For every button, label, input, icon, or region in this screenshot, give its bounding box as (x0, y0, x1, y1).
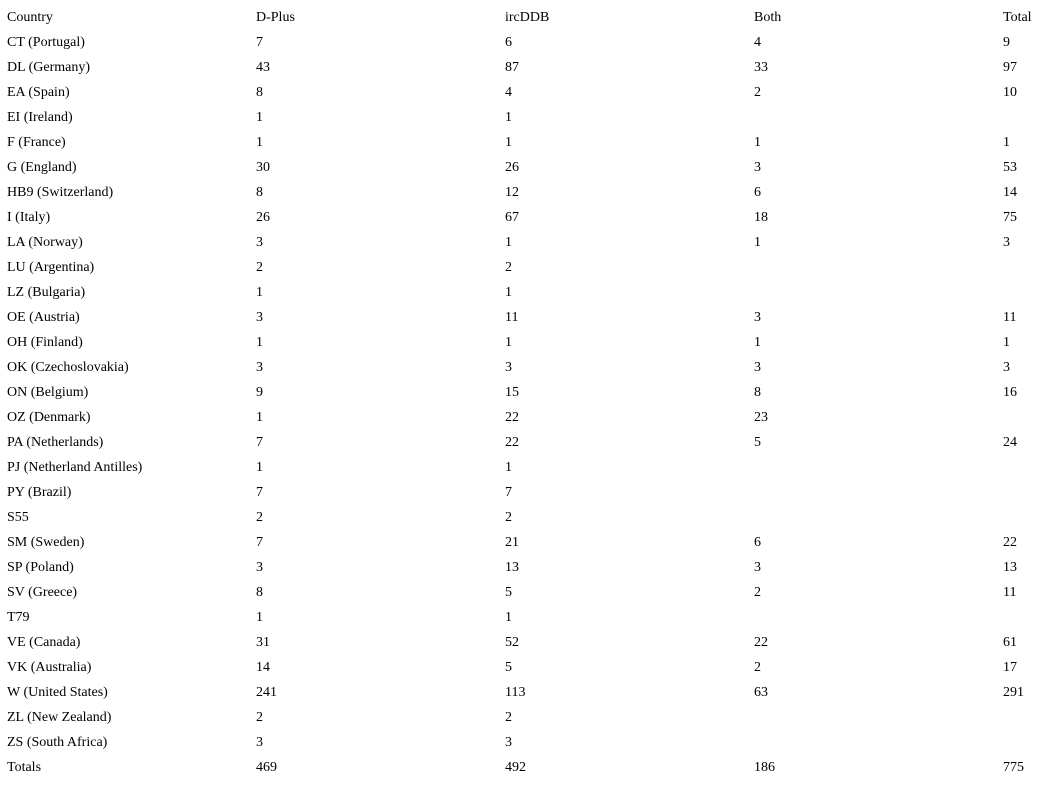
dplus-cell: 2 (256, 710, 263, 725)
total-cell (1003, 105, 1041, 130)
country-cell: F (France) (7, 135, 66, 150)
table-row (7, 180, 1041, 205)
header-dplus: D-Plus (256, 10, 295, 25)
country-cell: I (Italy) (7, 210, 51, 225)
ircddb-cell: 113 (505, 685, 526, 700)
ircddb-cell: 11 (505, 310, 519, 325)
country-stats-table (7, 5, 1041, 780)
dplus-cell: 2 (256, 510, 263, 525)
ircddb-cell: 52 (505, 635, 519, 650)
country-cell: VK (Australia) (7, 660, 92, 675)
both-cell (754, 105, 1003, 130)
total-cell (1003, 480, 1041, 505)
country-cell: PY (Brazil) (7, 485, 72, 500)
total-cell (1003, 705, 1041, 730)
country-cell: S55 (7, 510, 29, 525)
ircddb-cell: 15 (505, 385, 519, 400)
total-cell (1003, 605, 1041, 630)
country-cell: T79 (7, 610, 30, 625)
both-cell (754, 505, 1003, 530)
dplus-cell: 43 (256, 60, 270, 75)
table-row (7, 680, 1041, 705)
both-cell: 3 (754, 310, 761, 325)
totals-total: 775 (1003, 760, 1024, 775)
total-cell (1003, 405, 1041, 430)
dplus-cell: 3 (256, 235, 263, 250)
table-row (7, 530, 1041, 555)
total-cell: 22 (1003, 535, 1017, 550)
both-cell (754, 705, 1003, 730)
country-cell: OH (Finland) (7, 335, 83, 350)
dplus-cell: 7 (256, 485, 263, 500)
ircddb-cell: 2 (505, 260, 512, 275)
dplus-cell: 3 (256, 360, 263, 375)
ircddb-cell: 1 (505, 110, 512, 125)
country-cell: G (England) (7, 160, 77, 175)
country-cell: CT (Portugal) (7, 35, 85, 50)
country-cell: W (United States) (7, 685, 108, 700)
header-row (7, 5, 1041, 30)
totals-both: 186 (754, 760, 775, 775)
dplus-cell: 1 (256, 460, 263, 475)
ircddb-cell: 13 (505, 560, 519, 575)
total-cell: 1 (1003, 135, 1010, 150)
country-cell: SP (Poland) (7, 560, 74, 575)
both-cell (754, 455, 1003, 480)
ircddb-cell: 1 (505, 460, 512, 475)
total-cell: 17 (1003, 660, 1017, 675)
total-cell: 24 (1003, 435, 1017, 450)
total-cell (1003, 255, 1041, 280)
both-cell: 5 (754, 435, 761, 450)
table-row (7, 480, 1041, 505)
dplus-cell: 1 (256, 110, 263, 125)
both-cell: 3 (754, 360, 761, 375)
both-cell: 33 (754, 60, 768, 75)
dplus-cell: 26 (256, 210, 270, 225)
ircddb-cell: 5 (505, 660, 512, 675)
both-cell (754, 480, 1003, 505)
table-row (7, 55, 1041, 80)
total-cell: 16 (1003, 385, 1017, 400)
country-cell: SV (Greece) (7, 585, 78, 600)
dplus-cell: 7 (256, 535, 263, 550)
dplus-cell: 1 (256, 335, 263, 350)
ircddb-cell: 22 (505, 410, 519, 425)
total-cell: 14 (1003, 185, 1017, 200)
dplus-cell: 9 (256, 385, 263, 400)
country-cell: LA (Norway) (7, 235, 83, 250)
ircddb-cell: 26 (505, 160, 519, 175)
dplus-cell: 1 (256, 285, 263, 300)
dplus-cell: 14 (256, 660, 270, 675)
total-cell (1003, 455, 1041, 480)
ircddb-cell: 3 (505, 735, 512, 750)
dplus-cell: 1 (256, 135, 263, 150)
table-row (7, 205, 1041, 230)
totals-row (7, 755, 1041, 780)
dplus-cell: 8 (256, 85, 263, 100)
total-cell: 3 (1003, 360, 1010, 375)
table-row (7, 630, 1041, 655)
country-cell: EA (Spain) (7, 85, 70, 100)
ircddb-cell: 1 (505, 135, 512, 150)
total-cell: 9 (1003, 35, 1010, 50)
both-cell: 18 (754, 210, 768, 225)
country-cell: EI (Ireland) (7, 110, 73, 125)
ircddb-cell: 1 (505, 335, 512, 350)
country-cell: OK (Czechoslovakia) (7, 360, 129, 375)
header-total: Total (1003, 10, 1032, 25)
country-cell: PA (Netherlands) (7, 435, 104, 450)
table-row (7, 705, 1041, 730)
country-cell: SM (Sweden) (7, 535, 85, 550)
dplus-cell: 8 (256, 585, 263, 600)
dplus-cell: 3 (256, 310, 263, 325)
header-both: Both (754, 10, 782, 25)
country-cell: VE (Canada) (7, 635, 81, 650)
table-row (7, 380, 1041, 405)
table-row (7, 155, 1041, 180)
dplus-cell: 8 (256, 185, 263, 200)
table-row (7, 130, 1041, 155)
header-country: Country (7, 10, 53, 25)
dplus-cell: 1 (256, 610, 263, 625)
dplus-cell: 1 (256, 410, 263, 425)
table-row (7, 555, 1041, 580)
table-row (7, 430, 1041, 455)
table-row (7, 405, 1041, 430)
ircddb-cell: 5 (505, 585, 512, 600)
totals-dplus: 469 (256, 760, 277, 775)
total-cell: 1 (1003, 335, 1010, 350)
ircddb-cell: 2 (505, 710, 512, 725)
ircddb-cell: 1 (505, 235, 512, 250)
ircddb-cell: 3 (505, 360, 512, 375)
table-row (7, 605, 1041, 630)
table-row (7, 330, 1041, 355)
totals-label: Totals (7, 760, 42, 775)
country-cell: ON (Belgium) (7, 385, 89, 400)
both-cell: 2 (754, 660, 761, 675)
both-cell: 1 (754, 235, 761, 250)
totals-ircddb: 492 (505, 760, 526, 775)
country-cell: LZ (Bulgaria) (7, 285, 86, 300)
ircddb-cell: 67 (505, 210, 519, 225)
table-row (7, 355, 1041, 380)
total-cell: 61 (1003, 635, 1017, 650)
country-cell: DL (Germany) (7, 60, 91, 75)
total-cell: 10 (1003, 85, 1017, 100)
table-row (7, 30, 1041, 55)
table-row (7, 505, 1041, 530)
both-cell (754, 255, 1003, 280)
ircddb-cell: 7 (505, 485, 512, 500)
both-cell (754, 730, 1003, 755)
both-cell: 2 (754, 85, 761, 100)
dplus-cell: 241 (256, 685, 277, 700)
dplus-cell: 3 (256, 735, 263, 750)
ircddb-cell: 22 (505, 435, 519, 450)
ircddb-cell: 1 (505, 610, 512, 625)
ircddb-cell: 2 (505, 510, 512, 525)
dplus-cell: 7 (256, 435, 263, 450)
total-cell: 97 (1003, 60, 1017, 75)
ircddb-cell: 4 (505, 85, 512, 100)
table-row (7, 105, 1041, 130)
total-cell: 291 (1003, 685, 1024, 700)
dplus-cell: 30 (256, 160, 270, 175)
country-cell: LU (Argentina) (7, 260, 95, 275)
both-cell: 1 (754, 135, 761, 150)
both-cell: 23 (754, 410, 768, 425)
both-cell: 63 (754, 685, 768, 700)
table-row (7, 305, 1041, 330)
total-cell: 3 (1003, 235, 1010, 250)
country-cell: HB9 (Switzerland) (7, 185, 114, 200)
total-cell (1003, 730, 1041, 755)
dplus-cell: 7 (256, 35, 263, 50)
both-cell: 8 (754, 385, 761, 400)
both-cell: 1 (754, 335, 761, 350)
total-cell: 75 (1003, 210, 1017, 225)
ircddb-cell: 6 (505, 35, 512, 50)
table-body (7, 30, 1041, 755)
table-row (7, 230, 1041, 255)
dplus-cell: 3 (256, 560, 263, 575)
ircddb-cell: 1 (505, 285, 512, 300)
both-cell: 4 (754, 35, 761, 50)
table-row (7, 580, 1041, 605)
ircddb-cell: 21 (505, 535, 519, 550)
both-cell: 22 (754, 635, 768, 650)
country-cell: ZS (South Africa) (7, 735, 108, 750)
both-cell (754, 605, 1003, 630)
total-cell: 53 (1003, 160, 1017, 175)
both-cell: 6 (754, 535, 761, 550)
both-cell: 2 (754, 585, 761, 600)
total-cell (1003, 280, 1041, 305)
total-cell (1003, 505, 1041, 530)
country-cell: ZL (New Zealand) (7, 710, 112, 725)
header-ircddb: ircDDB (505, 10, 550, 25)
total-cell: 11 (1003, 310, 1017, 325)
country-cell: OE (Austria) (7, 310, 80, 325)
table-row (7, 280, 1041, 305)
both-cell: 3 (754, 160, 761, 175)
table-row (7, 730, 1041, 755)
total-cell: 11 (1003, 585, 1017, 600)
both-cell: 3 (754, 560, 761, 575)
both-cell: 6 (754, 185, 761, 200)
dplus-cell: 31 (256, 635, 270, 650)
country-cell: PJ (Netherland Antilles) (7, 460, 143, 475)
table-row (7, 455, 1041, 480)
total-cell: 13 (1003, 560, 1017, 575)
country-cell: OZ (Denmark) (7, 410, 91, 425)
table-row (7, 255, 1041, 280)
dplus-cell: 2 (256, 260, 263, 275)
ircddb-cell: 12 (505, 185, 519, 200)
ircddb-cell: 87 (505, 60, 519, 75)
both-cell (754, 280, 1003, 305)
table-row (7, 655, 1041, 680)
table-row (7, 80, 1041, 105)
